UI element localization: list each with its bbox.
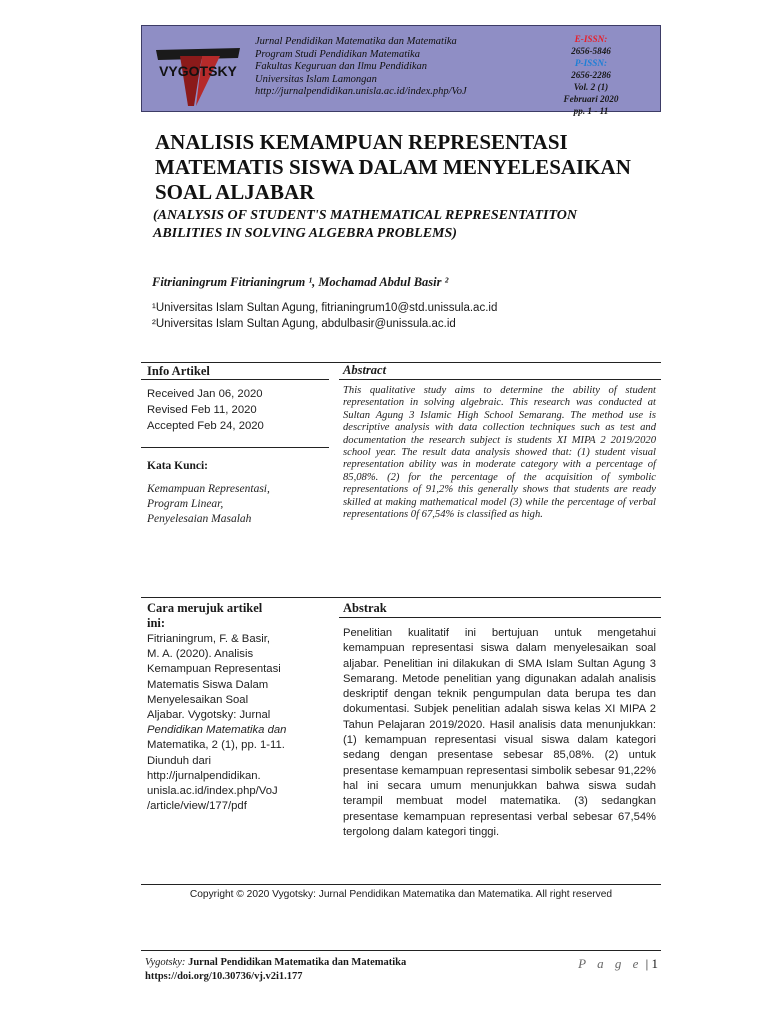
citation-heading-line: Cara merujuk artikel xyxy=(147,601,263,615)
citation-line: Menyelesaikan Soal xyxy=(147,693,249,706)
page-value: | 1 xyxy=(645,956,658,971)
keyword: Penyelesaian Masalah xyxy=(147,513,252,525)
citation-line: Diunduh dari xyxy=(147,754,212,767)
footer-journal xyxy=(145,957,406,968)
citation-line: Matematis Siswa Dalam xyxy=(147,678,269,691)
footer-divider xyxy=(141,950,661,951)
pissn-value: 2656-2286 xyxy=(571,70,611,80)
faculty: Fakultas Keguruan dan Ilmu Pendidikan xyxy=(255,61,428,72)
citation-line: Matematika, 2 (1), pp. 1-11. xyxy=(147,739,285,752)
affiliation-1: ¹Universitas Islam Sultan Agung, fitrianingrum10@std.unissula.ac.id xyxy=(152,302,498,314)
citation-line: Kemampuan Representasi xyxy=(147,663,281,676)
footer-doi[interactable]: https://doi.org/10.30736/vj.v2i1.177 xyxy=(145,971,303,982)
journal-name: Jurnal Pendidikan Matematika dan Matematika xyxy=(255,36,457,47)
title-line: MATEMATIS SISWA DALAM MENYELESAIKAN xyxy=(155,155,631,179)
page-number xyxy=(578,956,658,972)
subtitle-line: ABILITIES IN SOLVING ALGEBRA PROBLEMS) xyxy=(153,226,457,241)
journal-header-banner xyxy=(141,25,661,116)
info-artikel-heading: Info Artikel xyxy=(147,364,210,378)
divider xyxy=(141,447,329,448)
citation-url[interactable]: unisla.ac.id/index.php/VoJ xyxy=(147,785,278,798)
citation-line: Fitrianingrum, F. & Basir, xyxy=(147,633,271,645)
citation-line: Aljabar. Vygotsky: Jurnal xyxy=(147,709,271,722)
pissn-label: P-ISSN: xyxy=(574,58,608,68)
volume: Vol. 2 (1) xyxy=(573,82,609,92)
logo-text: VYGOTSKY xyxy=(159,63,237,79)
abstract-heading: Abstract xyxy=(343,363,387,377)
abstrak-heading: Abstrak xyxy=(343,601,387,615)
revised-date: Revised Feb 11, 2020 xyxy=(147,404,257,416)
subtitle-line: (ANALYSIS OF STUDENT'S MATHEMATICAL REPRESENTATITON xyxy=(153,208,577,223)
study-program: Program Studi Pendidikan Matematika xyxy=(255,48,420,60)
citation-heading-line: ini: xyxy=(147,616,166,630)
divider xyxy=(141,362,661,363)
eissn-label: E-ISSN: xyxy=(574,34,608,44)
keywords xyxy=(147,482,270,527)
eissn-value: 2656-5846 xyxy=(571,46,611,56)
title-line: SOAL ALJABAR xyxy=(155,180,315,204)
page-label: P a g e xyxy=(578,956,643,971)
title-line: ANALISIS KEMAMPUAN REPRESENTASI xyxy=(155,130,568,154)
issn-block xyxy=(546,33,636,117)
divider xyxy=(141,379,329,380)
vygotsky-logo xyxy=(150,36,246,108)
divider xyxy=(141,884,661,885)
article-subtitle xyxy=(153,207,673,243)
university: Universitas Islam Lamongan xyxy=(255,73,377,85)
keyword: Kemampuan Representasi, xyxy=(147,483,270,495)
citation-url[interactable]: http://jurnalpendidikan. xyxy=(147,769,261,782)
abstrak-text: Penelitian kualitatif ini bertujuan untuk mengetahui kemampuan representasi siswa dalam menyelesaikan soal aljabar. Penelitian ini dilakukan di SMA Islam Sultan Agung 3 Semarang. Metode penelitian yang digunakan adalah analisis deskriptif dengan teknik pengumpulan data berupa tes dan dokumentasi. Subjek penelitian adalah siswa kelas XI MIPA 2 Tahun Pelajaran 2019/2020. Hasil analisis data menunjukkan: (1) kemampuan representasi visual siswa dalam kategori sedang dengan presentase sebesar 85,08%. (2) untuk presentase kemampuan representasi simbolik sebesar 91,22% hal ini secara umum menunjukkan bahwa siswa sudah terampil membuat model matematika. (3) sedangkan presentase kemampuan representasi verbal sebesar 67,54% tergolong dalam kategori tinggi. xyxy=(343,627,656,838)
divider xyxy=(141,597,661,598)
citation-text xyxy=(147,632,286,814)
citation-url[interactable]: /article/view/177/pdf xyxy=(147,800,247,813)
article-title xyxy=(155,130,675,205)
journal-url[interactable]: http://jurnalpendidikan.unisla.ac.id/index.php/VoJ xyxy=(255,86,467,97)
authors: Fitrianingrum Fitrianingrum ¹, Mochamad Abdul Basir ² xyxy=(152,275,449,289)
page-range: pp. 1 - 11 xyxy=(573,106,609,116)
accepted-date: Accepted Feb 24, 2020 xyxy=(147,420,264,432)
citation-line: M. A. (2020). Analisis xyxy=(147,648,254,661)
kata-kunci-heading: Kata Kunci: xyxy=(147,460,209,472)
copyright-notice: Copyright © 2020 Vygotsky: Jurnal Pendidikan Matematika dan Matematika. All right reserved xyxy=(189,889,613,900)
issue-date: Februari 2020 xyxy=(563,94,619,104)
divider xyxy=(339,617,661,618)
footer-journal-name: Jurnal Pendidikan Matematika dan Matematika xyxy=(185,957,407,968)
affiliation-2: ²Universitas Islam Sultan Agung, abdulbasir@unissula.ac.id xyxy=(152,318,456,330)
journal-info xyxy=(255,36,467,99)
citation-line: Pendidikan Matematika dan xyxy=(147,724,287,737)
divider xyxy=(339,379,661,380)
received-date: Received Jan 06, 2020 xyxy=(147,388,263,400)
abstract-text: This qualitative study aims to determine the ability of student representation in solving algebraic. This research was conducted at Sultan Agung 3 Islamic High School Semarang. The method use is descriptive analysis with data collection techniques such as test and documentation the research subject is students XI MIPA 2 2019/2020 school year. The result data analysis showed that: (1) student visual representation ability was in moderate category with a percentage of 85,08%. (2) for the percentage of the acquisition of symbolic representations of 91,2% this generally shows that students are ready skilled at making mathematical model (3) while the percentage of verbal representations 0f 67,54% is classified as high. xyxy=(343,385,656,521)
keyword: Program Linear, xyxy=(147,498,224,510)
footer-journal-italic: Vygotsky: xyxy=(145,957,186,968)
article-dates xyxy=(147,386,264,434)
citation-heading xyxy=(147,601,262,631)
